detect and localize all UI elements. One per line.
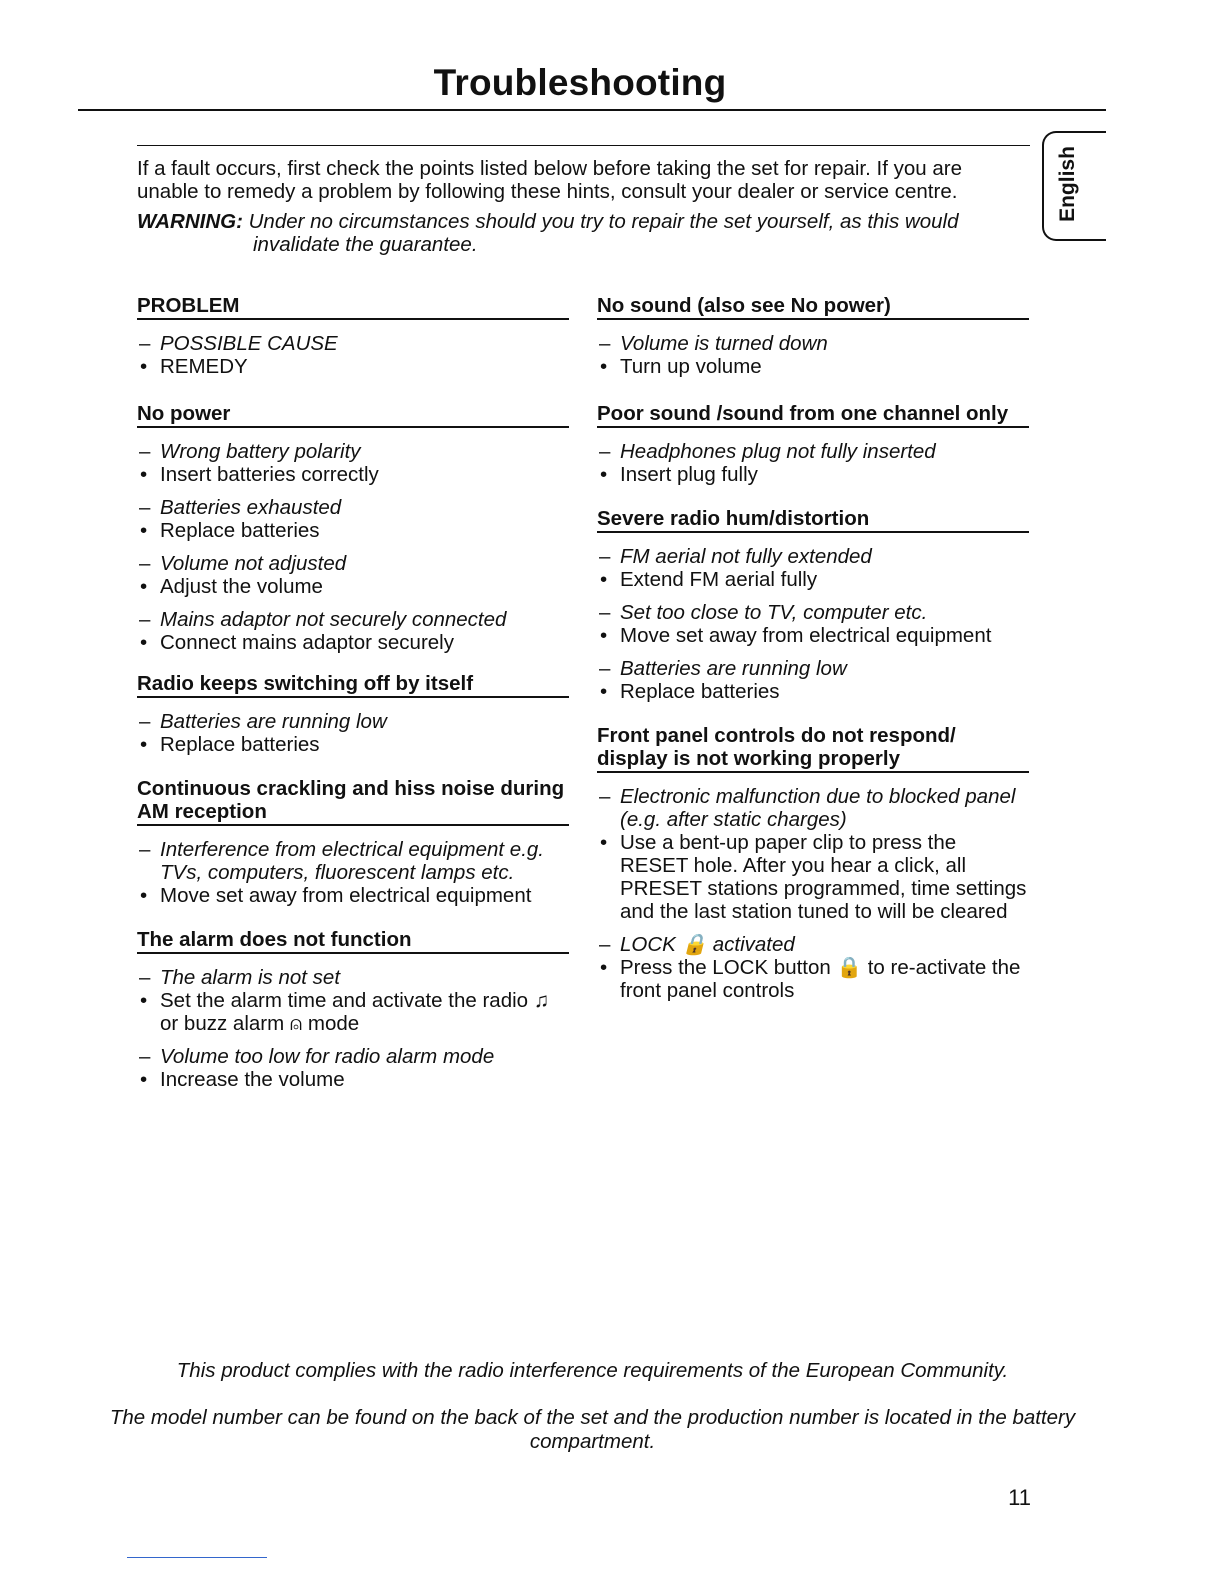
problem-item xyxy=(137,966,569,1035)
remedy: • Replace batteries xyxy=(137,519,569,542)
scan-artifact-line xyxy=(127,1557,267,1558)
remedy: • Move set away from electrical equipment xyxy=(597,624,1029,647)
remedy: • Increase the volume xyxy=(137,1068,569,1091)
remedy: • REMEDY xyxy=(137,355,569,378)
possible-cause: – Volume is turned down xyxy=(597,332,1029,355)
section-radio-switching-off xyxy=(137,672,569,756)
section-heading: PROBLEM xyxy=(137,294,569,320)
right-column xyxy=(597,294,1029,1002)
compliance-note: This product complies with the radio interference requirements of the European Community. xyxy=(176,1359,1009,1382)
remedy: • Extend FM aerial fully xyxy=(597,568,1029,591)
possible-cause: – Batteries are running low xyxy=(137,710,569,733)
problem-item xyxy=(597,933,1029,1002)
section-alarm xyxy=(137,928,569,1091)
possible-cause: – FM aerial not fully extended xyxy=(597,545,1029,568)
section-radio-hum xyxy=(597,507,1029,703)
problem-item xyxy=(137,552,569,598)
possible-cause: – Batteries exhausted xyxy=(137,496,569,519)
title-divider xyxy=(78,109,1106,111)
possible-cause: – Set too close to TV, computer etc. xyxy=(597,601,1029,624)
possible-cause: – Volume not adjusted xyxy=(137,552,569,575)
remedy: • Insert batteries correctly xyxy=(137,463,569,486)
remedy: • Replace batteries xyxy=(137,733,569,756)
possible-cause: – POSSIBLE CAUSE xyxy=(137,332,569,355)
possible-cause: – Interference from electrical equipment e.g. TVs, computers, fluorescent lamps etc. xyxy=(137,838,569,884)
warning-label: WARNING: xyxy=(137,210,243,233)
problem-item xyxy=(137,440,569,486)
warning-text: Under no circumstances should you try to repair the set yourself, as this would invalidate the guarantee. xyxy=(248,210,959,256)
possible-cause: – Electronic malfunction due to blocked panel (e.g. after static charges) xyxy=(597,785,1029,831)
section-front-panel xyxy=(597,724,1029,1002)
warning-note xyxy=(137,210,1017,256)
section-heading: Front panel controls do not respond/ display is not working properly xyxy=(597,724,1029,773)
section-no-sound xyxy=(597,294,1029,378)
section-heading: Continuous crackling and hiss noise during AM reception xyxy=(137,777,569,826)
problem-item xyxy=(597,332,1029,378)
section-heading: No sound (also see No power) xyxy=(597,294,1029,320)
possible-cause: – Headphones plug not fully inserted xyxy=(597,440,1029,463)
section-heading: Radio keeps switching off by itself xyxy=(137,672,569,698)
problem-item xyxy=(597,657,1029,703)
section-heading: No power xyxy=(137,402,569,428)
remedy: • Connect mains adaptor securely xyxy=(137,631,569,654)
problem-item xyxy=(137,608,569,654)
possible-cause: – The alarm is not set xyxy=(137,966,569,989)
intro-divider xyxy=(137,145,1030,146)
problem-item xyxy=(597,785,1029,923)
possible-cause: – Wrong battery polarity xyxy=(137,440,569,463)
remedy: • Press the LOCK button 🔒 to re-activate the front panel controls xyxy=(597,956,1029,1002)
problem-item xyxy=(597,601,1029,647)
section-no-power xyxy=(137,402,569,654)
problem-item xyxy=(597,545,1029,591)
section-heading: The alarm does not function xyxy=(137,928,569,954)
remedy: • Turn up volume xyxy=(597,355,1029,378)
page-number: 11 xyxy=(1008,1485,1031,1510)
problem-item xyxy=(137,1045,569,1091)
problem-item xyxy=(137,332,569,378)
remedy: • Use a bent-up paper clip to press the RESET hole. After you hear a click, all PRESET stations programmed, time settings and the last station tuned to will be cleared xyxy=(597,831,1029,923)
remedy: • Replace batteries xyxy=(597,680,1029,703)
language-tab-label: English xyxy=(1056,146,1079,222)
possible-cause: – Mains adaptor not securely connected xyxy=(137,608,569,631)
intro-text: If a fault occurs, first check the points listed below before taking the set for repair. If you are unable to remedy a problem by following these hints, consult your dealer or service centre. xyxy=(137,157,962,203)
problem-item xyxy=(137,710,569,756)
problem-item xyxy=(137,496,569,542)
remedy: • Insert plug fully xyxy=(597,463,1029,486)
possible-cause: – LOCK 🔒 activated xyxy=(597,933,1029,956)
remedy: • Adjust the volume xyxy=(137,575,569,598)
problem-item xyxy=(137,838,569,907)
section-heading: Severe radio hum/distortion xyxy=(597,507,1029,533)
section-heading: Poor sound /sound from one channel only xyxy=(597,402,1029,428)
possible-cause: – Volume too low for radio alarm mode xyxy=(137,1045,569,1068)
section-problem-legend xyxy=(137,294,569,378)
intro-block xyxy=(137,157,1017,256)
possible-cause: – Batteries are running low xyxy=(597,657,1029,680)
remedy: • Move set away from electrical equipment xyxy=(137,884,569,907)
problem-item xyxy=(597,440,1029,486)
remedy: • Set the alarm time and activate the radio ♫ or buzz alarm ⍝ mode xyxy=(137,989,569,1035)
section-poor-sound xyxy=(597,402,1029,486)
section-am-crackling xyxy=(137,777,569,907)
model-number-note: The model number can be found on the back of the set and the production number is located in the battery compartment. xyxy=(109,1406,1076,1453)
left-column xyxy=(137,294,569,1091)
page-title: Troubleshooting xyxy=(433,62,727,103)
